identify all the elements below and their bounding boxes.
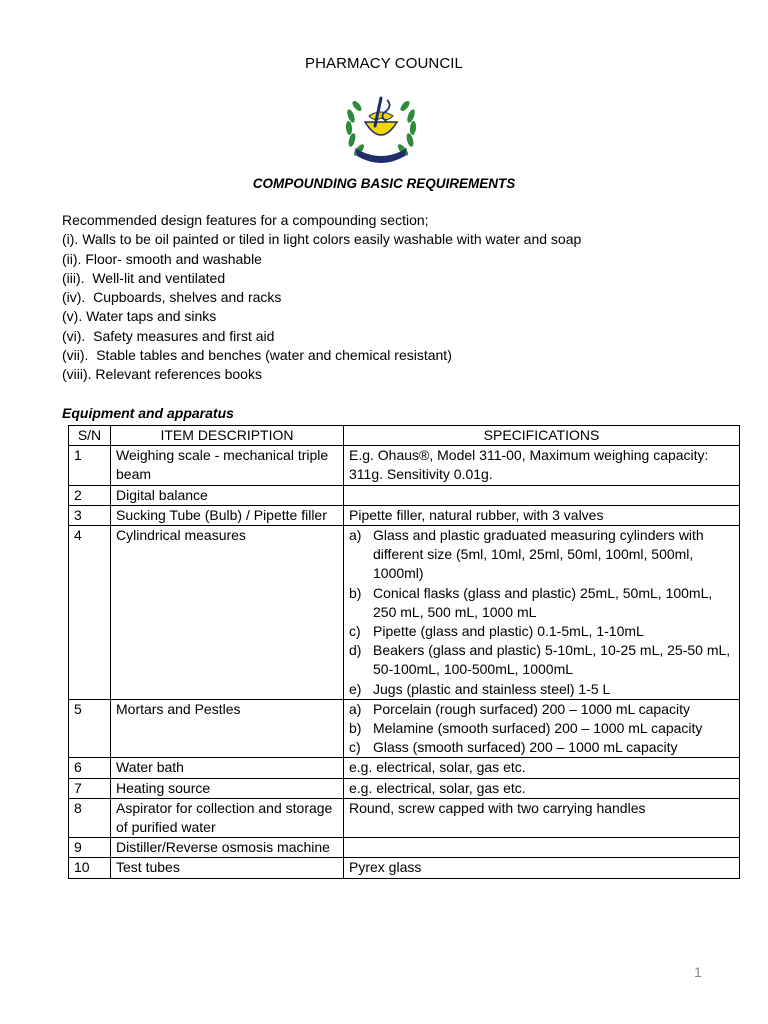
feature-item: (iii). Well-lit and ventilated: [62, 269, 226, 286]
spec-list-item: [349, 622, 734, 641]
feature-item: (ii). Floor- smooth and washable: [62, 250, 262, 267]
cell-item: Heating source: [111, 778, 344, 798]
column-header-sn: S/N: [69, 426, 111, 446]
spec-list-item: [349, 700, 734, 719]
cell-spec: Pipette filler, natural rubber, with 3 valves: [344, 505, 740, 525]
cell-sn: 10: [69, 858, 111, 878]
table-row: [69, 758, 740, 778]
cell-item: Mortars and Pestles: [111, 699, 344, 758]
cell-item: Digital balance: [111, 485, 344, 505]
spec-text: Glass and plastic graduated measuring cylinders with different size (5ml, 10ml, 25ml, 50ml, 100ml, 500ml, 1000ml): [373, 527, 704, 582]
table-row: [69, 505, 740, 525]
table-row: [69, 778, 740, 798]
table-row: [69, 838, 740, 858]
cell-sn: 6: [69, 758, 111, 778]
cell-item: Cylindrical measures: [111, 526, 344, 700]
cell-sn: 4: [69, 526, 111, 700]
cell-sn: 5: [69, 699, 111, 758]
design-features-section: [62, 211, 581, 385]
spec-text: Pipette (glass and plastic) 0.1-5mL, 1-10mL: [373, 623, 644, 640]
cell-item: Weighing scale - mechanical triple beam: [111, 446, 344, 485]
pharmacy-council-logo: [341, 86, 421, 166]
org-title: PHARMACY COUNCIL: [304, 55, 464, 72]
feature-item: (vii). Stable tables and benches (water and chemical resistant): [62, 347, 452, 364]
spec-label: a): [349, 700, 362, 717]
spec-list: [349, 526, 734, 699]
spec-text: Porcelain (rough surfaced) 200 – 1000 mL capacity: [373, 700, 690, 717]
feature-item: (v). Water taps and sinks: [62, 308, 217, 325]
spec-list: [349, 700, 734, 758]
cell-spec: [344, 526, 740, 700]
spec-label: b): [349, 720, 362, 737]
cell-item: Water bath: [111, 758, 344, 778]
spec-text: Conical flasks (glass and plastic) 25mL, 50mL, 100mL, 250 mL, 500 mL, 1000 mL: [373, 584, 713, 620]
cell-spec: e.g. electrical, solar, gas etc.: [344, 758, 740, 778]
cell-sn: 8: [69, 798, 111, 837]
cell-sn: 1: [69, 446, 111, 485]
cell-spec: [344, 838, 740, 858]
table-row: [69, 526, 740, 700]
cell-item: Sucking Tube (Bulb) / Pipette filler: [111, 505, 344, 525]
table-row: [69, 858, 740, 878]
table-row: [69, 798, 740, 837]
table-row: [69, 699, 740, 758]
intro-text: Recommended design features for a compounding section;: [62, 212, 429, 228]
feature-item: (i). Walls to be oil painted or tiled in light colors easily washable with water and soap: [62, 231, 582, 248]
spec-label: e): [349, 680, 362, 697]
spec-label: d): [349, 642, 362, 659]
cell-item: Distiller/Reverse osmosis machine: [111, 838, 344, 858]
cell-item: Aspirator for collection and storage of purified water: [111, 798, 344, 837]
cell-sn: 2: [69, 485, 111, 505]
cell-spec: E.g. Ohaus®, Model 311-00, Maximum weighing capacity: 311g. Sensitivity 0.01g.: [344, 446, 740, 485]
spec-label: c): [349, 623, 361, 640]
spec-list-item: [349, 719, 734, 738]
spec-list-item: [349, 680, 734, 699]
cell-sn: 9: [69, 838, 111, 858]
table-row: [69, 485, 740, 505]
cell-spec: e.g. electrical, solar, gas etc.: [344, 778, 740, 798]
spec-list-item: [349, 526, 734, 584]
cell-spec: Round, screw capped with two carrying handles: [344, 798, 740, 837]
spec-list-item: [349, 584, 734, 622]
equipment-table: [68, 425, 740, 879]
spec-text: Glass (smooth surfaced) 200 – 1000 mL capacity: [373, 739, 678, 756]
cell-item: Test tubes: [111, 858, 344, 878]
spec-text: Jugs (plastic and stainless steel) 1-5 L: [373, 680, 611, 697]
column-header-specifications: SPECIFICATIONS: [344, 426, 740, 446]
equipment-section-title: Equipment and apparatus: [62, 405, 234, 421]
spec-label: b): [349, 584, 362, 601]
features-list: [62, 230, 581, 384]
cell-sn: 7: [69, 778, 111, 798]
cell-sn: 3: [69, 505, 111, 525]
page-number: 1: [694, 964, 702, 980]
cell-spec: [344, 485, 740, 505]
table-header-row: [69, 426, 740, 446]
table-row: [69, 446, 740, 485]
feature-item: (vi). Safety measures and first aid: [62, 327, 275, 344]
feature-item: (iv). Cupboards, shelves and racks: [62, 289, 282, 306]
document-title: COMPOUNDING BASIC REQUIREMENTS: [252, 176, 516, 191]
spec-label: a): [349, 527, 362, 544]
cell-spec: Pyrex glass: [344, 858, 740, 878]
spec-text: Beakers (glass and plastic) 5-10mL, 10-25 mL, 25-50 mL, 50-100mL, 100-500mL, 1000mL: [373, 642, 731, 678]
feature-item: (viii). Relevant references books: [62, 366, 262, 383]
spec-label: c): [349, 739, 361, 756]
spec-text: Melamine (smooth surfaced) 200 – 1000 mL capacity: [373, 720, 703, 737]
column-header-item: ITEM DESCRIPTION: [111, 426, 344, 446]
spec-list-item: [349, 738, 734, 757]
cell-spec: [344, 699, 740, 758]
spec-list-item: [349, 641, 734, 679]
